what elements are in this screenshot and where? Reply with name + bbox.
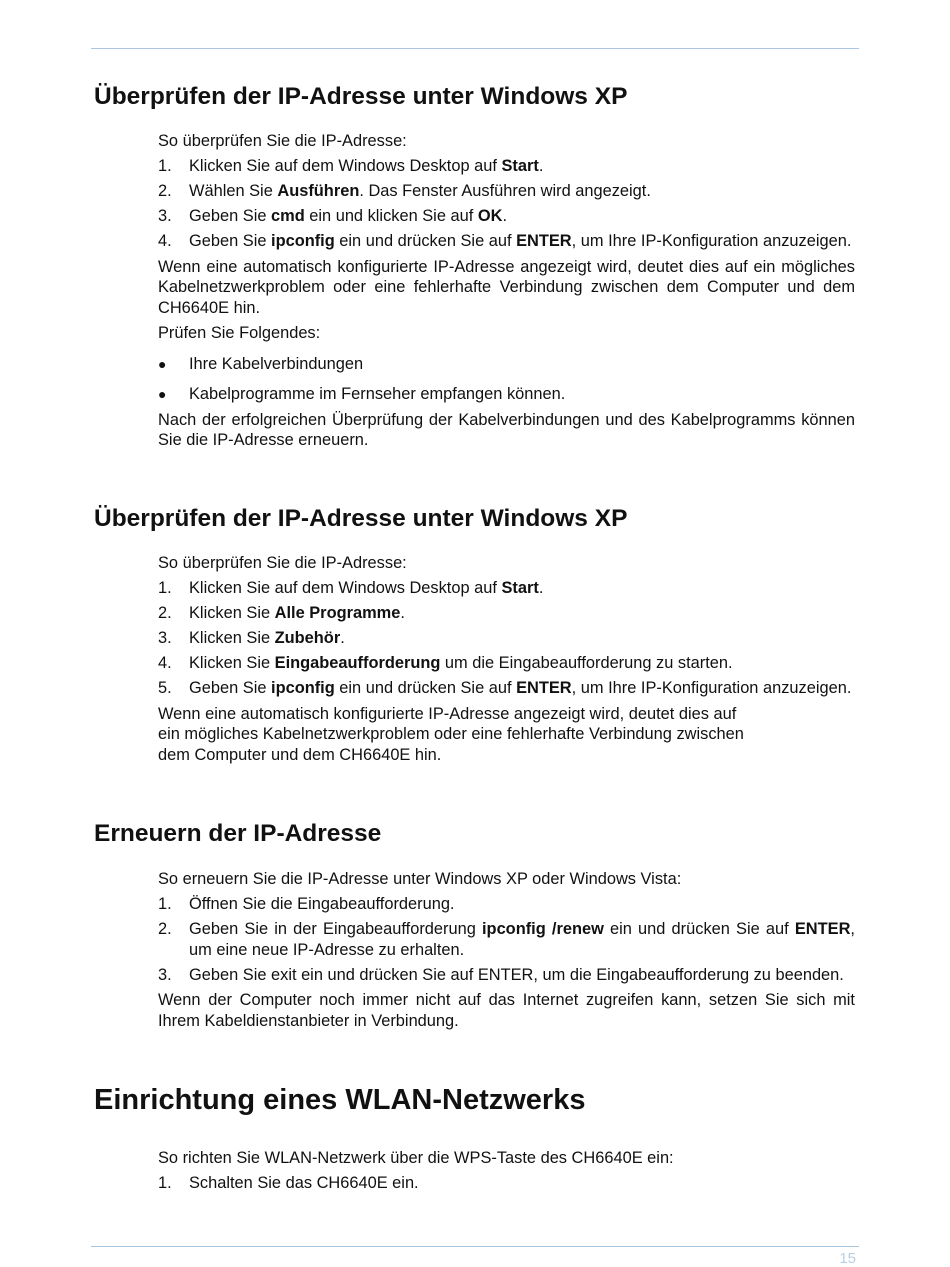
- section-heading: Überprüfen der IP-Adresse unter Windows XP: [94, 83, 628, 110]
- list-item: 2. Geben Sie in der Eingabeaufforderung ipconfig /renew ein und drücken Sie auf ENTER, um eine neue IP-Adresse zu erhalten.: [158, 920, 855, 959]
- intro-text: So richten Sie WLAN-Netzwerk über die WPS-Taste des CH6640E ein:: [158, 1149, 674, 1167]
- paragraph: Nach der erfolgreichen Überprüfung der Kabelverbindungen und des Kabelprogramms können Sie die IP-Adresse erneuern.: [158, 410, 855, 449]
- section-body: [158, 131, 855, 451]
- list-item: 2. Klicken Sie Alle Programme.: [158, 604, 405, 622]
- list-item: 1. Klicken Sie auf dem Windows Desktop auf Start.: [158, 157, 544, 175]
- list-item: 1. Klicken Sie auf dem Windows Desktop auf Start.: [158, 579, 544, 597]
- intro-text: So überprüfen Sie die IP-Adresse:: [158, 132, 407, 150]
- section-body: [158, 1148, 855, 1194]
- list-item: 3. Geben Sie exit ein und drücken Sie auf ENTER, um die Eingabeaufforderung zu beenden.: [158, 965, 844, 984]
- chapter-heading: Einrichtung eines WLAN-Netzwerks: [94, 1084, 586, 1116]
- intro-text: So erneuern Sie die IP-Adresse unter Windows XP oder Windows Vista:: [158, 870, 682, 888]
- bullet-icon: ●: [158, 355, 167, 372]
- list-item: 4. Klicken Sie Eingabeaufforderung um die Eingabeaufforderung zu starten.: [158, 654, 733, 672]
- list-item: 4. Geben Sie ipconfig ein und drücken Sie auf ENTER, um Ihre IP-Konfiguration anzuzeigen.: [158, 232, 852, 250]
- section-body: [158, 869, 855, 1031]
- list-item: 3. Geben Sie cmd ein und klicken Sie auf OK.: [158, 207, 507, 225]
- section-heading: Überprüfen der IP-Adresse unter Windows XP: [94, 505, 628, 532]
- check-label: Prüfen Sie Folgendes:: [158, 324, 321, 342]
- header-rule: [91, 48, 859, 49]
- intro-text: So überprüfen Sie die IP-Adresse:: [158, 554, 407, 572]
- paragraph: Wenn eine automatisch konfigurierte IP-Adresse angezeigt wird, deutet dies auf ein mögliches Kabelnetzwerkproblem oder eine fehlerhafte Verbindung zwischen dem Computer und dem CH6640E hin.: [158, 704, 744, 764]
- list-item: 5. Geben Sie ipconfig ein und drücken Sie auf ENTER, um Ihre IP-Konfiguration anzuzeigen.: [158, 679, 852, 697]
- bullet-icon: ●: [158, 386, 167, 402]
- section-body: [158, 553, 855, 765]
- bullet-item: ● Kabelprogramme im Fernseher empfangen können.: [158, 385, 566, 403]
- list-item: 1. Schalten Sie das CH6640E ein.: [158, 1174, 419, 1192]
- list-item: 1. Öffnen Sie die Eingabeaufforderung.: [158, 895, 455, 913]
- section-heading: Erneuern der IP-Adresse: [94, 820, 382, 847]
- paragraph: Wenn der Computer noch immer nicht auf das Internet zugreifen kann, setzen Sie sich mit Ihrem Kabeldienstanbieter in Verbindung.: [158, 991, 855, 1030]
- bullet-item: ● Ihre Kabelverbindungen: [158, 354, 364, 373]
- footer-rule: [91, 1246, 859, 1247]
- list-item: 2. Wählen Sie Ausführen. Das Fenster Ausführen wird angezeigt.: [158, 182, 651, 200]
- page-number: 15: [839, 1250, 856, 1267]
- list-item: 3. Klicken Sie Zubehör.: [158, 629, 345, 647]
- paragraph: Wenn eine automatisch konfigurierte IP-Adresse angezeigt wird, deutet dies auf ein mögliches Kabelnetzwerkproblem oder eine fehlerhafte Verbindung zwischen dem Computer und dem CH6640E hin.: [158, 257, 855, 317]
